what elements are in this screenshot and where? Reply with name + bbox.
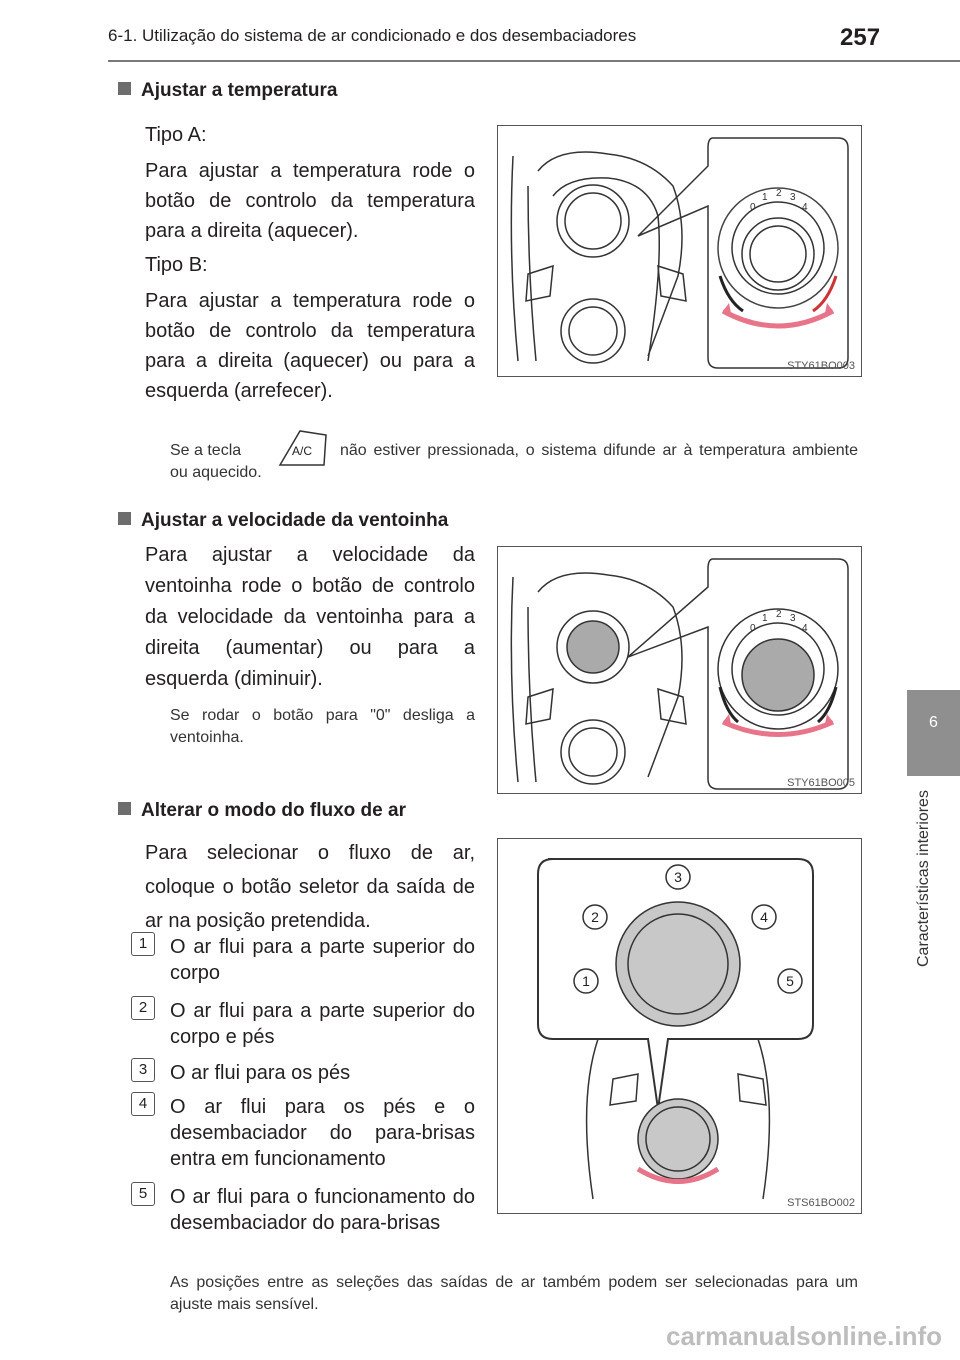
ac-note-part1: Se a tecla bbox=[170, 442, 242, 459]
fan-text: Para ajustar a velocidade da ventoinha rode o botão de controlo da velocidade da ventoinha para a direita (aumentar) ou para a esquerda (diminuir). bbox=[145, 544, 475, 690]
airflow-text: Para selecionar o fluxo de ar, coloque o botão seletor da saída de ar na posição pretendida. bbox=[145, 842, 475, 932]
tipo-a-text: Para ajustar a temperatura rode o botão de controlo da temperatura para a direita (aquecer). bbox=[145, 160, 475, 242]
figure-code: STY61BO003 bbox=[787, 360, 855, 372]
rotate-arrow-icon bbox=[723, 311, 833, 326]
chapter-title: Características interiores bbox=[915, 790, 932, 967]
airflow-note: As posições entre as seleções das saídas de ar também podem ser selecionadas para um ajuste mais sensível. bbox=[170, 1274, 858, 1313]
section-heading-temperature bbox=[118, 80, 337, 102]
figure-temperature-dial bbox=[497, 125, 862, 377]
section-heading-text: Alterar o modo do fluxo de ar bbox=[141, 800, 406, 821]
dial-digit: 3 bbox=[790, 192, 796, 203]
section-heading-text: Ajustar a temperatura bbox=[141, 80, 338, 101]
running-header: 6-1. Utilização do sistema de ar condicionado e dos desembaciadores bbox=[108, 26, 637, 45]
figure-fan-dial bbox=[497, 546, 862, 794]
callout-3: 3 bbox=[674, 869, 682, 885]
page-number: 257 bbox=[840, 24, 881, 51]
item-text: O ar flui para a parte superior do corpo e pés bbox=[170, 1000, 475, 1048]
section-heading-text: Ajustar a velocidade da ventoinha bbox=[141, 510, 449, 531]
item-text: O ar flui para os pés e o desembaciador do para-brisas entra em funcionamento bbox=[170, 1096, 475, 1170]
item-text: O ar flui para os pés bbox=[170, 1062, 351, 1084]
header-rule bbox=[108, 60, 960, 62]
dial-digit: 4 bbox=[802, 202, 808, 213]
ac-note-part2: não estiver pressionada, o sistema difunde ar à temperatura ambiente ou aquecido. bbox=[170, 442, 858, 481]
bullet-square-icon bbox=[118, 512, 131, 525]
bullet-square-icon bbox=[118, 802, 131, 815]
ac-button-label: A/C bbox=[292, 444, 313, 458]
item-text: O ar flui para a parte superior do corpo bbox=[170, 936, 475, 984]
section-heading-fan bbox=[118, 510, 448, 532]
section-heading-airflow bbox=[118, 800, 406, 822]
dial-digit: 1 bbox=[762, 613, 768, 624]
tipo-b-label: Tipo B: bbox=[145, 254, 208, 276]
dial-digit: 1 bbox=[762, 192, 768, 203]
fan-dial-illustration bbox=[498, 547, 861, 793]
item-number: 3 bbox=[131, 1058, 155, 1082]
dial-digit: 2 bbox=[776, 188, 782, 199]
item-number: 2 bbox=[131, 996, 155, 1020]
temperature-dial-illustration bbox=[498, 126, 861, 376]
figure-code: STS61BO002 bbox=[787, 1197, 855, 1209]
bullet-square-icon bbox=[118, 82, 131, 95]
callout-2: 2 bbox=[591, 909, 599, 925]
watermark: carmanualsonline.info bbox=[666, 1321, 942, 1351]
figure-code: STY61BO005 bbox=[787, 777, 855, 789]
tipo-b-text: Para ajustar a temperatura rode o botão de controlo da temperatura para a direita (aquecer) ou para a esquerda (arrefecer). bbox=[145, 290, 475, 402]
dial-digit: 3 bbox=[790, 613, 796, 624]
dial-digit: 0 bbox=[750, 202, 756, 213]
airflow-dial-illustration bbox=[498, 839, 861, 1213]
item-text: O ar flui para o funcionamento do desembaciador do para-brisas bbox=[170, 1186, 475, 1234]
fan-note: Se rodar o botão para "0" desliga a ventoinha. bbox=[170, 707, 475, 746]
chapter-tab bbox=[907, 690, 960, 776]
dial-digit: 2 bbox=[776, 609, 782, 620]
figure-airflow-dial bbox=[497, 838, 862, 1214]
dial-digit: 0 bbox=[750, 623, 756, 634]
chapter-number: 6 bbox=[929, 714, 938, 731]
tipo-a-label: Tipo A: bbox=[145, 124, 207, 146]
item-number: 4 bbox=[131, 1092, 155, 1116]
item-number: 1 bbox=[131, 932, 155, 956]
callout-4: 4 bbox=[760, 909, 768, 925]
item-number: 5 bbox=[131, 1182, 155, 1206]
callout-1: 1 bbox=[582, 973, 590, 989]
dial-digit: 4 bbox=[802, 623, 808, 634]
callout-5: 5 bbox=[786, 973, 794, 989]
